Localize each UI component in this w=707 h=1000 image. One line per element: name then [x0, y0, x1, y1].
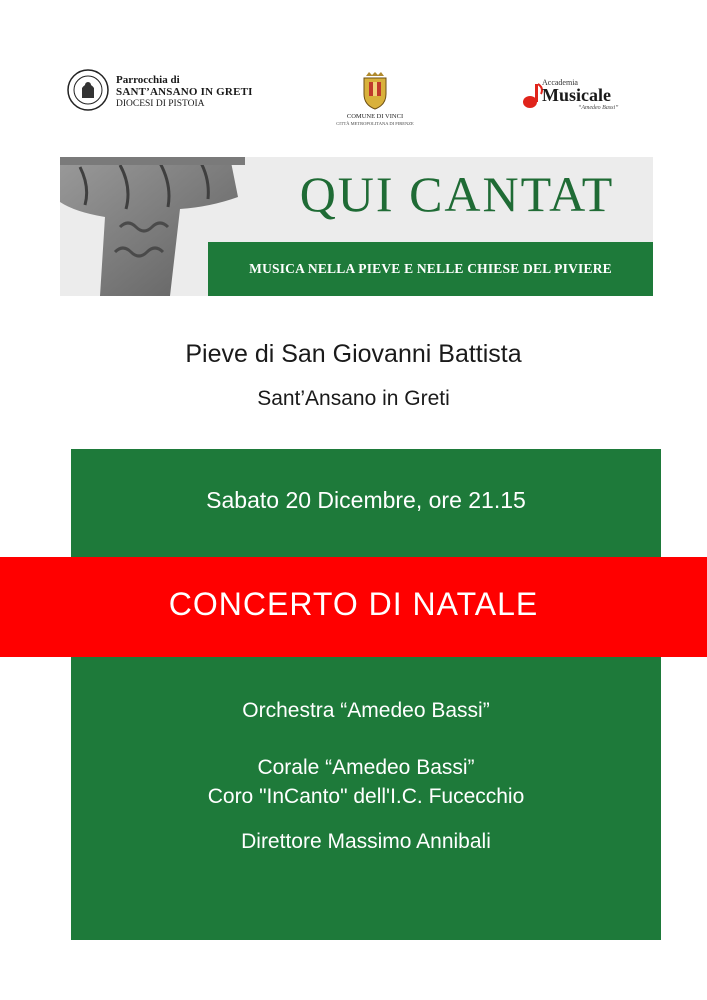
parish-line2: SANT’ANSANO IN GRETI	[116, 86, 253, 98]
parish-line3: DIOCESI DI PISTOIA	[116, 99, 205, 109]
banner-subtitle: MUSICA NELLA PIEVE E NELLE CHIESE DEL PIVIERE	[249, 261, 612, 276]
concert-title: CONCERTO DI NATALE	[168, 586, 539, 622]
accademia-logo	[522, 76, 642, 116]
parish-line1: Parrocchia di	[116, 74, 180, 86]
venue-name: Pieve di San Giovanni Battista	[185, 340, 522, 368]
event-date: Sabato 20 Dicembre, ore 21.15	[206, 487, 526, 513]
accademia-line2: Musicale	[542, 85, 611, 105]
comune-line1: COMUNE DI VINCI	[346, 113, 404, 120]
event-panel	[71, 449, 661, 940]
performer-corale: Corale “Amedeo Bassi”	[257, 756, 475, 779]
music-note-icon	[522, 82, 544, 110]
comune-crest-icon	[361, 72, 389, 110]
accademia-line3: “Amedeo Bassi”	[578, 105, 619, 111]
performer-coro: Coro "InCanto" dell'I.C. Fucecchio	[207, 785, 525, 808]
qui-cantat-banner	[60, 157, 653, 296]
accademia-line1: Accademia	[542, 78, 578, 87]
performer-orchestra: Orchestra “Amedeo Bassi”	[242, 699, 490, 722]
parish-seal-icon	[66, 68, 110, 112]
comune-line2: CITTÀ METROPOLITANA DI FIRENZE	[336, 121, 414, 126]
comune-logo	[330, 72, 420, 134]
banner-title: QUI CANTAT	[299, 166, 615, 222]
parish-logo	[66, 68, 256, 116]
venue-place: Sant’Ansano in Greti	[257, 387, 450, 410]
performer-director: Direttore Massimo Annibali	[241, 830, 491, 853]
